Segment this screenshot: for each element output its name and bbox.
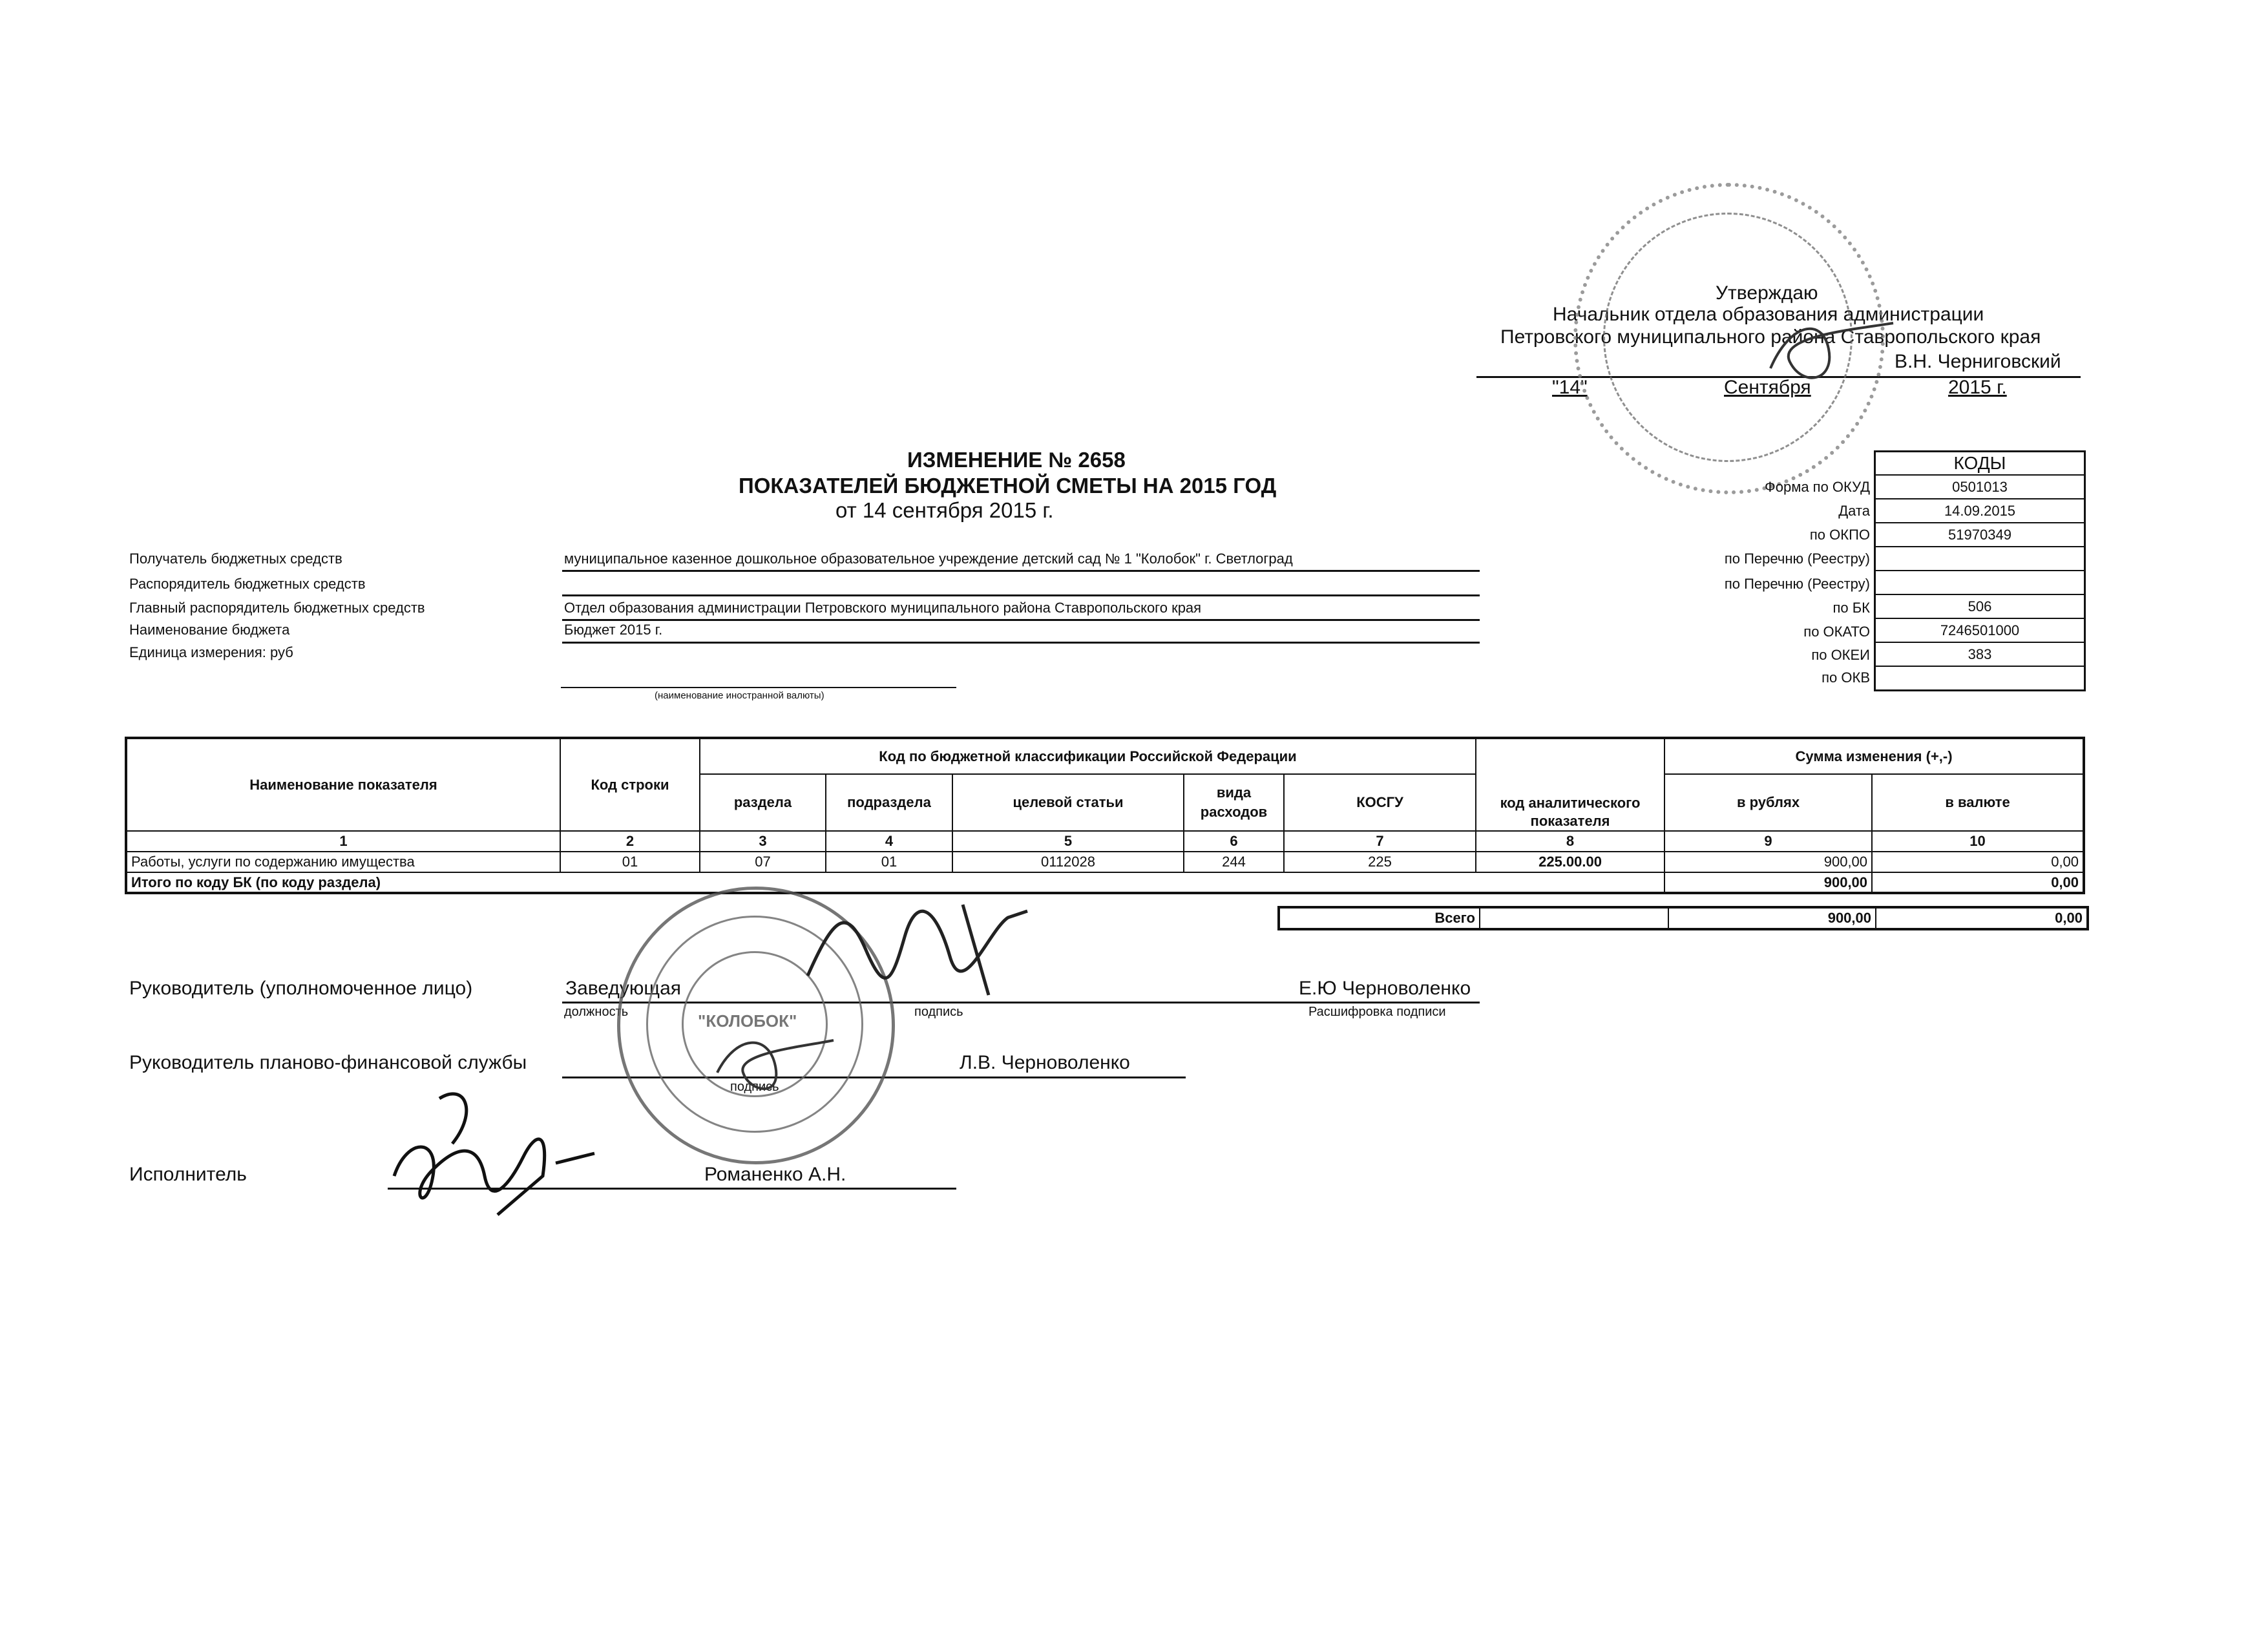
cell-currency: 0,00 xyxy=(1872,852,2084,872)
code-date: 14.09.2015 xyxy=(1876,499,2084,523)
col-number: 4 xyxy=(826,831,952,852)
head-name: Е.Ю Черноволенко xyxy=(1299,978,1471,999)
code-label-okv: по ОКВ xyxy=(1822,669,1870,686)
approval-year: 2015 г. xyxy=(1948,377,2007,398)
col-number: 9 xyxy=(1664,831,1872,852)
document-subtitle: ПОКАЗАТЕЛЕЙ БЮДЖЕТНОЙ СМЕТЫ НА 2015 ГОД xyxy=(739,474,1277,498)
total-empty xyxy=(1480,907,1668,929)
cell-section: 07 xyxy=(700,852,826,872)
executor-signature xyxy=(381,1086,607,1221)
manager-underline xyxy=(562,594,1480,596)
header-expense-type-line1: вида xyxy=(1216,784,1252,801)
table-row xyxy=(126,852,2084,872)
subtotal-rub: 900,00 xyxy=(1664,872,1872,893)
code-okei: 383 xyxy=(1876,643,2084,667)
header-classification: Код по бюджетной классификации Российской Федерации xyxy=(700,738,1476,774)
subtotal-row xyxy=(126,872,2084,893)
col-number: 3 xyxy=(700,831,826,852)
head-label: Руководитель (уполномоченное лицо) xyxy=(129,978,473,999)
code-okpo: 51970349 xyxy=(1876,523,2084,547)
chief-manager-value: Отдел образования администрации Петровского муниципального района Ставропольского края xyxy=(564,600,1202,616)
cell-target-article: 0112028 xyxy=(952,852,1184,872)
col-number: 5 xyxy=(952,831,1184,852)
subtotal-currency: 0,00 xyxy=(1872,872,2084,893)
code-registry-2 xyxy=(1876,571,2084,595)
col-number: 1 xyxy=(126,831,560,852)
caption-signature: подпись xyxy=(914,1005,963,1019)
code-label-date: Дата xyxy=(1838,503,1870,519)
budget-table xyxy=(125,737,2085,894)
finance-label: Руководитель планово-финансовой службы xyxy=(129,1052,527,1073)
currency-caption: (наименование иностранной валюты) xyxy=(655,690,824,701)
code-okv xyxy=(1876,667,2084,689)
recipient-value: муниципальное казенное дошкольное образовательное учреждение детский сад № 1 "Колобок" г. Светлоград xyxy=(564,551,1293,567)
code-okato: 7246501000 xyxy=(1876,619,2084,643)
total-row xyxy=(1279,907,2088,929)
header-kosgu: КОСГУ xyxy=(1284,774,1476,831)
header-expense-type xyxy=(1184,774,1284,831)
cell-expense-type: 244 xyxy=(1184,852,1284,872)
approval-position-line1: Начальник отдела образования администрации xyxy=(1553,304,1984,325)
currency-underline xyxy=(561,687,956,688)
chief-manager-underline xyxy=(562,619,1480,621)
code-label-okpo: по ОКПО xyxy=(1809,527,1870,543)
code-label-okato: по ОКАТО xyxy=(1803,624,1870,640)
approval-month: Сентября xyxy=(1724,377,1811,398)
header-currency: в валюте xyxy=(1872,774,2084,831)
document-date: от 14 сентября 2015 г. xyxy=(835,498,1054,522)
header-change-sum: Сумма изменения (+,-) xyxy=(1664,738,2084,774)
cell-kosgu: 225 xyxy=(1284,852,1476,872)
header-rub: в рублях xyxy=(1664,774,1872,831)
code-label-registry-2: по Перечню (Реестру) xyxy=(1724,576,1870,592)
code-label-okei: по ОКЕИ xyxy=(1811,647,1870,663)
budget-value: Бюджет 2015 г. xyxy=(564,622,663,638)
header-target-article: целевой статьи xyxy=(952,774,1184,831)
total-table xyxy=(1277,906,2089,930)
head-signature xyxy=(795,892,1040,1002)
finance-signature xyxy=(704,1021,846,1098)
header-section: раздела xyxy=(700,774,826,831)
total-label: Всего xyxy=(1279,907,1480,929)
total-rub: 900,00 xyxy=(1668,907,1876,929)
approval-signatory: В.Н. Черниговский xyxy=(1895,351,2061,372)
code-bk: 506 xyxy=(1876,595,2084,619)
cell-rub: 900,00 xyxy=(1664,852,1872,872)
caption-position: должность xyxy=(564,1005,629,1019)
approval-title: Утверждаю xyxy=(1716,282,1818,304)
col-number: 2 xyxy=(560,831,700,852)
col-number: 6 xyxy=(1184,831,1284,852)
codes-box xyxy=(1874,450,2086,691)
chief-manager-label: Главный распорядитель бюджетных средств xyxy=(129,600,425,616)
header-row-code: Код строки xyxy=(560,738,700,831)
finance-caption-signature: подпись xyxy=(730,1080,779,1094)
recipient-label: Получатель бюджетных средств xyxy=(129,551,342,567)
code-okud: 0501013 xyxy=(1876,476,2084,499)
executor-name: Романенко А.Н. xyxy=(704,1164,846,1185)
approval-position-line2: Петровского муниципального района Ставропольского края xyxy=(1500,326,2041,348)
finance-name: Л.В. Черноволенко xyxy=(960,1052,1130,1073)
head-position: Заведующая xyxy=(565,978,682,999)
code-label-okud: Форма по ОКУД xyxy=(1765,479,1870,495)
recipient-underline xyxy=(562,570,1480,572)
code-label-registry-1: по Перечню (Реестру) xyxy=(1724,551,1870,567)
approval-day: "14" xyxy=(1552,377,1588,398)
approval-signature xyxy=(1764,310,1906,394)
cell-indicator-name: Работы, услуги по содержанию имущества xyxy=(126,852,560,872)
unit-label: Единица измерения: руб xyxy=(129,644,293,660)
budget-underline xyxy=(562,642,1480,644)
codes-heading: КОДЫ xyxy=(1876,452,2084,476)
header-subsection: подраздела xyxy=(826,774,952,831)
cell-subsection: 01 xyxy=(826,852,952,872)
subtotal-label: Итого по коду БК (по коду раздела) xyxy=(126,872,1664,893)
total-currency: 0,00 xyxy=(1876,907,2088,929)
header-indicator-name: Наименование показателя xyxy=(126,738,560,831)
col-number: 10 xyxy=(1872,831,2084,852)
header-expense-type-line2: расходов xyxy=(1200,804,1268,820)
cell-row-code: 01 xyxy=(560,852,700,872)
stamp-center-text: "КОЛОБОК" xyxy=(698,1011,797,1031)
header-analytic-code: код аналитического показателя xyxy=(1476,738,1664,831)
document-title: ИЗМЕНЕНИЕ № 2658 xyxy=(907,448,1126,472)
executor-label: Исполнитель xyxy=(129,1164,247,1185)
code-registry-1 xyxy=(1876,547,2084,571)
col-number: 8 xyxy=(1476,831,1664,852)
manager-label: Распорядитель бюджетных средств xyxy=(129,576,366,592)
col-number: 7 xyxy=(1284,831,1476,852)
budget-label: Наименование бюджета xyxy=(129,622,290,638)
cell-analytic-code: 225.00.00 xyxy=(1476,852,1664,872)
caption-decoding: Расшифровка подписи xyxy=(1308,1005,1446,1019)
code-label-bk: по БК xyxy=(1832,600,1870,616)
